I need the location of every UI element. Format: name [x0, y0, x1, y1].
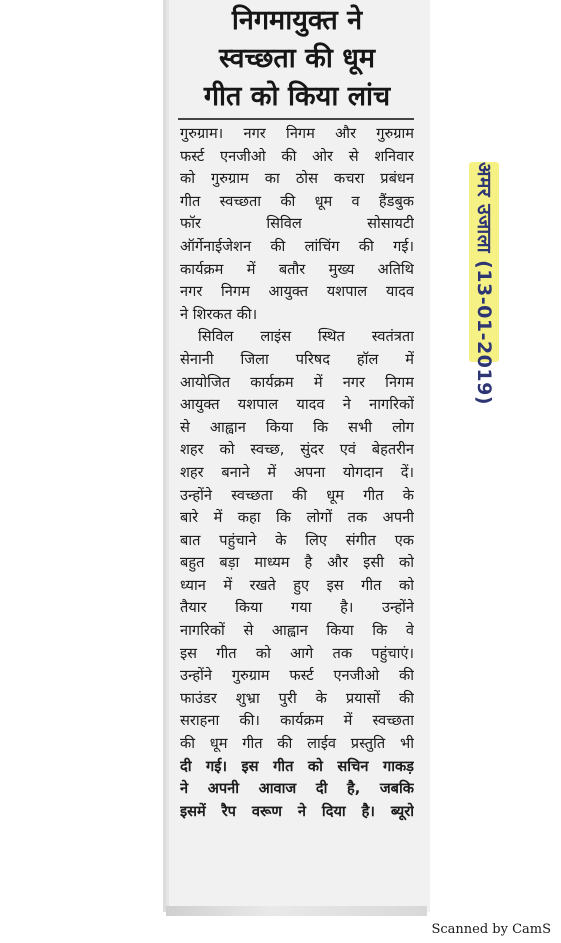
clipping-bottom-edge — [166, 906, 427, 916]
body-line-16: शहर बनाने में अपना योगदान दें। — [180, 463, 414, 481]
headline-line-3: गीत को किया लांच — [203, 81, 391, 112]
article-body — [180, 123, 414, 823]
body-line-2: फर्स्ट एनजीओ की ओर से शनिवार — [180, 147, 414, 165]
body-line-8: नगर निगम आयुक्त यशपाल यादव — [180, 283, 414, 301]
scanner-watermark: Scanned by CamS — [431, 922, 551, 937]
body-line-28: की धूम गीत की लाईव प्रस्तुति भी — [180, 735, 414, 753]
headline-line-2: स्वच्छता की धूम — [218, 43, 376, 74]
body-line-22: तैयार किया गया है। उन्होंने — [180, 599, 414, 617]
body-line-15: शहर को स्वच्छ, सुंदर एवं बेहतरीन — [180, 441, 414, 459]
body-line-29: दी गई। इस गीत को सचिन गाकड़ — [180, 757, 414, 775]
body-line-9: ने शिरकत की। — [180, 305, 258, 323]
body-line-10: सिविल लाइंस स्थित स्वतंत्रता — [198, 328, 414, 346]
body-line-30: ने अपनी आवाज दी है, जबकि — [180, 780, 414, 798]
body-line-11: सेनानी जिला परिषद हॉल में — [180, 350, 414, 368]
body-line-24: इस गीत को आगे तक पहुंचाएं। — [180, 644, 414, 662]
body-line-1: गुरुग्राम। नगर निगम और गुरुग्राम — [180, 125, 414, 142]
headline-line-1: निगमायुक्त ने — [231, 5, 363, 36]
body-line-23: नागरिकों से आह्वान किया कि वे — [180, 622, 414, 640]
body-line-3: को गुरुग्राम का ठोस कचरा प्रबंधन — [180, 170, 414, 188]
body-line-6: ऑर्गेनाईजेशन की लांचिंग की गई। — [180, 237, 414, 255]
body-line-13: आयुक्त यशपाल यादव ने नागरिकों — [180, 396, 414, 414]
body-line-4: गीत स्वच्छता की धूम व हैंडबुक — [180, 192, 414, 210]
article-headline — [172, 2, 422, 116]
body-line-17: उन्होंने स्वच्छता की धूम गीत के — [180, 486, 414, 504]
body-line-20: बहुत बड़ा माध्यम है और इसी को — [180, 554, 414, 572]
body-line-14: से आह्वान किया कि सभी लोग — [180, 418, 414, 436]
body-line-26: फाउंडर शुभ्रा पुरी के प्रयासों की — [180, 689, 414, 707]
body-line-21: ध्यान में रखते हुए इस गीत को — [180, 576, 414, 594]
body-line-31: इसमें रैप वरूण ने दिया है। ब्यूरो — [180, 802, 414, 820]
body-line-12: आयोजित कार्यक्रम में नगर निगम — [180, 373, 414, 391]
publication-date-stamp: अमर उजाला (13-01-2019) — [469, 162, 499, 362]
body-line-18: बारे में कहा कि लोगों तक अपनी — [180, 509, 414, 527]
body-line-5: फॉर सिविल सोसायटी — [180, 215, 414, 233]
body-line-27: सराहना की। कार्यक्रम में स्वच्छता — [180, 712, 414, 730]
body-line-19: बात पहुंचाने के लिए संगीत एक — [180, 531, 414, 549]
headline-divider — [178, 118, 414, 120]
body-line-7: कार्यक्रम में बतौर मुख्य अतिथि — [180, 260, 414, 278]
body-line-25: उन्होंने गुरुग्राम फर्स्ट एनजीओ की — [180, 667, 414, 685]
